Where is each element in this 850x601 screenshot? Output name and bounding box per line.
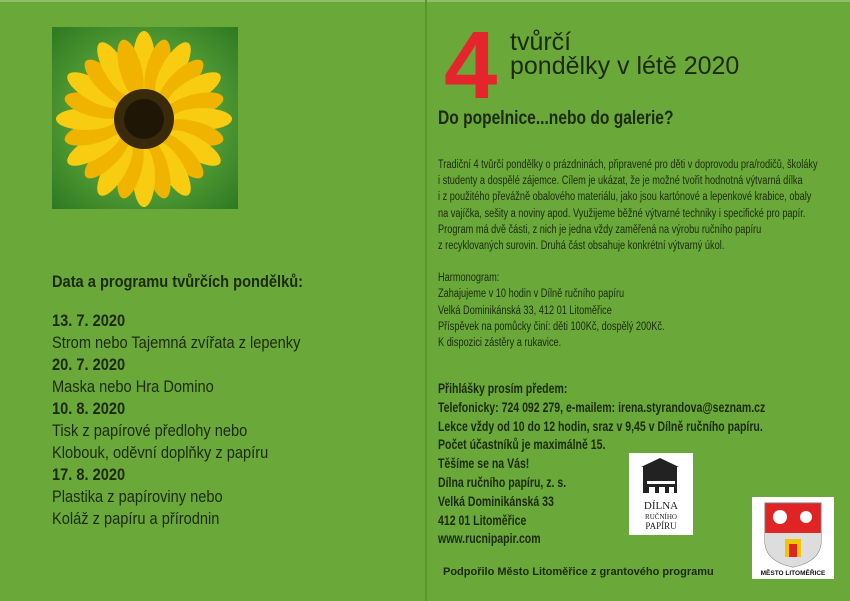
harmonogram-line: Harmonogram:: [438, 272, 500, 285]
harmonogram-line: Zahajujeme v 10 hodin v Dílně ručního papíru: [438, 288, 625, 301]
page-title: [510, 30, 739, 78]
program-date: 17. 8. 2020: [52, 465, 126, 484]
contact-line: Lekce vždy od 10 do 12 hodin, sraz v 9,45 v Dílně ručního papíru.: [438, 418, 763, 434]
contact-line: Počet účastníků je maximálně 15.: [438, 437, 606, 453]
contact-line: Přihlášky prosím předem:: [438, 381, 568, 396]
title-line-2: pondělky v létě 2020: [510, 52, 740, 80]
contact-line: www.rucnipapir.com: [438, 531, 541, 547]
program-date: 13. 7. 2020: [52, 311, 126, 330]
big-number-four: 4: [444, 12, 498, 119]
program-activity: Tisk z papírové předlohy nebo: [52, 421, 248, 440]
contact-line: Těšíme se na Vás!: [438, 456, 530, 472]
svg-text:DÍLNA: DÍLNA: [643, 500, 679, 512]
description-line: Program má dvě části, z nich je jedna vždy zaměřená na výrobu ručního papíru: [438, 223, 762, 236]
description-line: z recyklovaných surovin. Druhá část obsahuje konkrétní výtvarný úkol.: [438, 240, 725, 253]
svg-text:MĚSTO LITOMĚŘICE: MĚSTO LITOMĚŘICE: [760, 570, 826, 577]
contact-line: Dílna ručního papíru, z. s.: [438, 474, 567, 490]
litomerice-coat-of-arms: [752, 497, 834, 579]
contact-block: [438, 380, 765, 549]
program-activity: Klobouk, oděvní doplňky z papíru: [52, 443, 269, 462]
program-date: 20. 7. 2020: [52, 355, 126, 374]
program-section: [52, 272, 303, 530]
program-date: 10. 8. 2020: [52, 399, 126, 418]
program-heading: Data a programu tvůrčích pondělků:: [52, 272, 304, 291]
contact-line: Velká Dominikánská 33: [438, 493, 554, 509]
harmonogram-line: Příspěvek na pomůcky činí: děti 100Kč, dospělý 200Kč.: [438, 320, 665, 333]
support-note: Podpořilo Město Litoměřice z grantového programu: [443, 566, 714, 578]
harmonogram-line: K dispozici zástěry a rukavice.: [438, 337, 562, 350]
harmonogram-line: Velká Dominikánská 33, 412 01 Litoměřice: [438, 304, 612, 317]
description-line: i z použitého převážně obalového materiálu, jako jsou kartónové a lepenkové krabice, obaly: [438, 191, 812, 204]
description-line: na vajíčka, sešity a noviny apod. Využijeme běžné výtvarné techniky i specifické pro papír.: [438, 207, 806, 220]
title-line-1: tvůrčí: [510, 28, 572, 56]
description-line: i studenty a dospělé zájemce. Cílem je ukázat, že je možné tvořit hodnotná výtvarná dílka: [438, 175, 803, 188]
program-activity: Strom nebo Tajemná zvířata z lepenky: [52, 333, 301, 352]
description-block: [438, 157, 818, 351]
program-activity: Koláž z papíru a přírodnin: [52, 509, 220, 528]
sunflower-image: [52, 27, 238, 209]
dilna-rucniho-papiru-logo: [629, 453, 693, 535]
program-activity: Maska nebo Hra Domino: [52, 377, 214, 396]
contact-line: Telefonicky: 724 092 279, e-mailem: irena.styrandova@seznam.cz: [438, 399, 766, 415]
program-activity: Plastika z papíroviny nebo: [52, 487, 223, 506]
svg-text:RUČNÍHO: RUČNÍHO: [645, 513, 677, 521]
fold-line: [425, 0, 427, 601]
svg-text:PAPÍRU: PAPÍRU: [645, 521, 677, 531]
description-line: Tradiční 4 tvůrčí pondělky o prázdninách, připravené pro děti v doprovodu pra/rodičů, školáky: [438, 159, 818, 171]
subtitle: Do popelnice...nebo do galerie?: [438, 108, 674, 129]
contact-line: 412 01 Litoměřice: [438, 512, 527, 528]
